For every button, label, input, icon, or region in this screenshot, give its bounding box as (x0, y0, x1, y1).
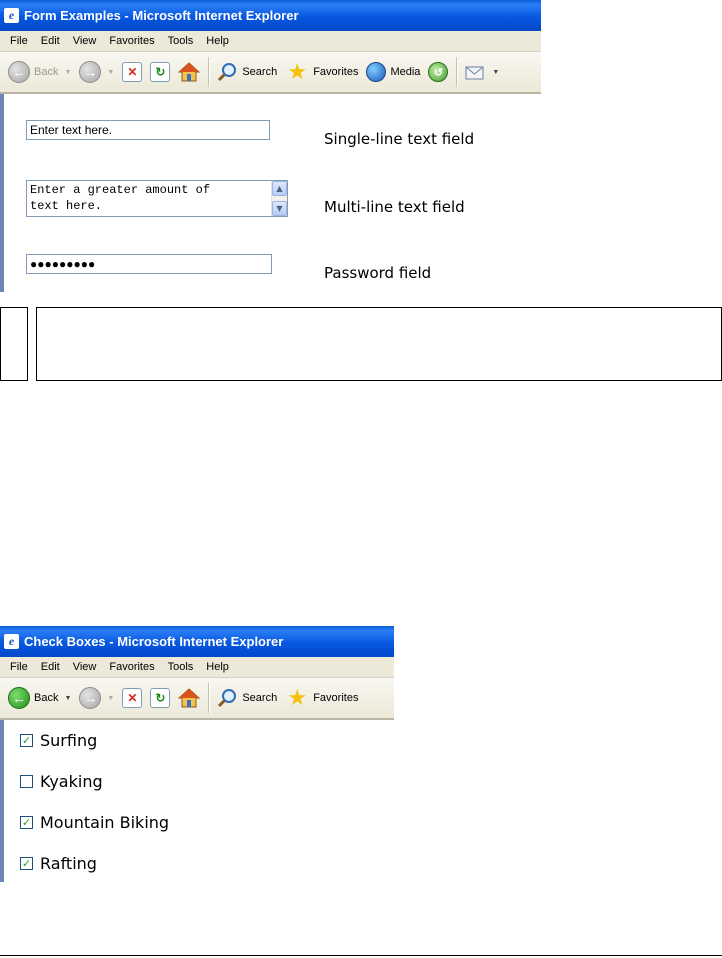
textarea-scrollbar[interactable] (271, 181, 287, 216)
checkbox-row[interactable] (20, 731, 97, 750)
star-icon: ★ (287, 59, 308, 84)
back-dropdown-icon[interactable]: ▼ (64, 694, 72, 702)
home-button[interactable] (178, 687, 200, 709)
forward-arrow-icon: → (79, 61, 101, 83)
window-title: Check Boxes - Microsoft Internet Explorer (24, 634, 284, 649)
menu-edit[interactable]: Edit (40, 661, 60, 673)
forward-button[interactable] (79, 61, 114, 83)
menu-favorites[interactable]: Favorites (109, 35, 155, 47)
stop-button[interactable] (122, 688, 142, 708)
note-box-left (0, 307, 28, 381)
search-button[interactable] (216, 61, 277, 83)
multi-line-text[interactable]: Enter a greater amount of text here. (30, 183, 211, 213)
menu-bar (0, 31, 541, 52)
checkbox[interactable]: ✓ (21, 816, 32, 829)
back-button[interactable] (8, 61, 71, 83)
menu-file[interactable]: File (10, 661, 28, 673)
checkbox-label: Mountain Biking (40, 813, 170, 832)
forward-dropdown-icon[interactable]: ▼ (107, 68, 115, 76)
stop-icon: ✕ (122, 62, 142, 82)
single-line-caption: Single-line text field (324, 130, 475, 148)
checkbox-row[interactable] (20, 772, 103, 791)
media-label: Media (390, 66, 421, 78)
menu-tools[interactable]: Tools (167, 661, 194, 673)
single-line-text-field[interactable] (26, 120, 270, 140)
back-label: Back (34, 66, 59, 78)
page-divider (0, 955, 722, 956)
magnifier-icon (216, 61, 238, 83)
home-icon (178, 61, 200, 83)
refresh-icon: ↻ (150, 62, 170, 82)
checkbox-label: Surfing (40, 731, 98, 750)
search-button[interactable] (216, 687, 277, 709)
star-icon: ★ (287, 685, 308, 710)
favorites-label: Favorites (313, 692, 359, 704)
media-globe-icon (366, 62, 386, 82)
menu-file[interactable]: File (10, 35, 28, 47)
search-label: Search (242, 66, 278, 78)
stop-button[interactable] (122, 62, 142, 82)
toolbar-separator (456, 57, 458, 87)
home-icon (178, 687, 200, 709)
back-label: Back (34, 692, 59, 704)
checkbox[interactable] (20, 775, 33, 788)
ie-icon: e (4, 8, 19, 23)
toolbar-separator (208, 683, 210, 713)
back-arrow-icon: ← (8, 61, 30, 83)
favorites-label: Favorites (313, 66, 359, 78)
window-title: Form Examples - Microsoft Internet Explorer (24, 8, 299, 23)
search-label: Search (242, 692, 278, 704)
menu-help[interactable]: Help (206, 661, 229, 673)
multi-line-caption: Multi-line text field (324, 198, 465, 216)
back-dropdown-icon[interactable]: ▼ (64, 68, 72, 76)
menu-bar (0, 657, 394, 678)
scroll-up-icon[interactable]: ▲ (272, 181, 287, 196)
menu-view[interactable]: View (72, 35, 97, 47)
toolbar (0, 678, 394, 720)
history-button[interactable] (428, 62, 448, 82)
password-field[interactable]: ●●●●●●●●● (26, 254, 272, 274)
home-button[interactable] (178, 61, 200, 83)
checkbox-label: Kyaking (40, 772, 103, 791)
toolbar-separator (208, 57, 210, 87)
check-boxes-window (0, 626, 394, 882)
toolbar (0, 52, 541, 94)
media-button[interactable] (366, 62, 420, 82)
menu-favorites[interactable]: Favorites (109, 661, 155, 673)
title-bar (0, 0, 541, 31)
forward-dropdown-icon[interactable]: ▼ (107, 694, 115, 702)
page-content (0, 720, 394, 882)
note-box-right (36, 307, 722, 381)
checkbox-label: Rafting (40, 854, 97, 873)
stop-icon: ✕ (122, 688, 142, 708)
favorites-button[interactable] (285, 61, 358, 83)
mail-dropdown-icon[interactable]: ▼ (492, 68, 500, 76)
page-content (0, 94, 541, 292)
mail-button[interactable] (464, 61, 499, 83)
menu-tools[interactable]: Tools (167, 35, 194, 47)
menu-edit[interactable]: Edit (40, 35, 60, 47)
history-icon: ↺ (428, 62, 448, 82)
menu-help[interactable]: Help (206, 35, 229, 47)
refresh-icon: ↻ (150, 688, 170, 708)
favorites-button[interactable] (285, 687, 358, 709)
scroll-down-icon[interactable]: ▼ (272, 201, 287, 216)
form-examples-window (0, 0, 541, 292)
refresh-button[interactable] (150, 688, 170, 708)
back-button[interactable] (8, 687, 71, 709)
menu-view[interactable]: View (72, 661, 97, 673)
magnifier-icon (216, 687, 238, 709)
multi-line-text-field[interactable] (26, 180, 288, 217)
password-caption: Password field (324, 264, 432, 282)
title-bar (0, 626, 394, 657)
mail-icon (464, 61, 486, 83)
refresh-button[interactable] (150, 62, 170, 82)
ie-icon: e (4, 634, 19, 649)
checkbox[interactable]: ✓ (21, 857, 32, 870)
forward-button[interactable] (79, 687, 114, 709)
forward-arrow-icon: → (79, 687, 101, 709)
checkbox-row[interactable] (20, 813, 169, 832)
checkbox[interactable]: ✓ (21, 734, 32, 747)
checkbox-row[interactable] (20, 854, 97, 873)
back-arrow-icon: ← (8, 687, 30, 709)
